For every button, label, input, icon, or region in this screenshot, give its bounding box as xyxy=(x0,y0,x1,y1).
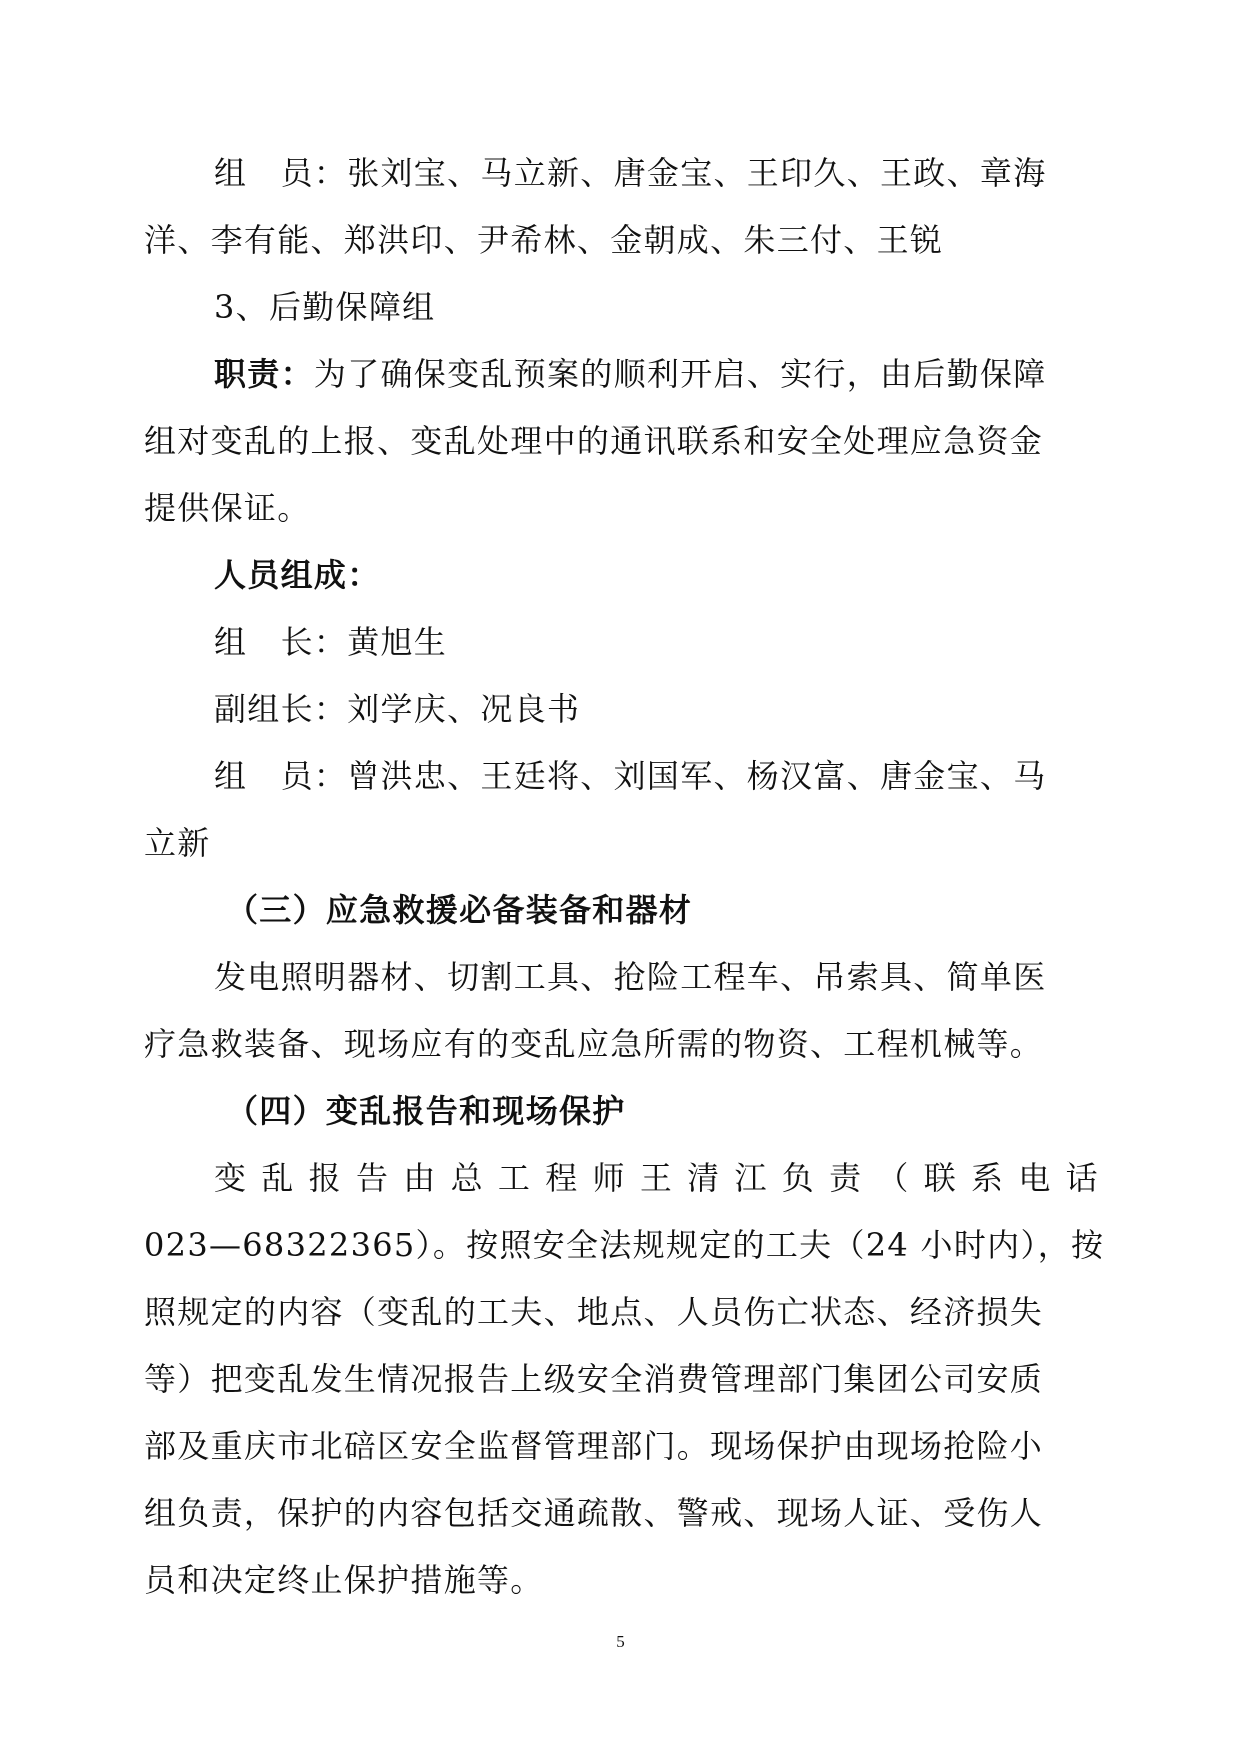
section-heading: 3、后勤保障组 xyxy=(214,288,436,326)
paragraph-line: 组负责，保护的内容包括交通疏散、警戒、现场人证、受伤人 xyxy=(144,1494,1044,1532)
justified-char: 联 xyxy=(923,1159,957,1197)
document-body xyxy=(144,140,1105,1614)
justified-char: 工 xyxy=(497,1159,532,1197)
section-heading: （四）变乱报告和现场保护 xyxy=(226,1092,626,1130)
paragraph-line: 组 员：曾洪忠、王廷将、刘国军、杨汉富、唐金宝、马 xyxy=(214,757,1047,795)
justified-char: 系 xyxy=(971,1159,1005,1197)
paragraph-line: 组 长：黄旭生 xyxy=(214,623,448,661)
paragraph-line: 洋、李有能、郑洪印、尹希林、金朝成、朱三付、王锐 xyxy=(144,221,944,259)
justified-line xyxy=(144,1145,1099,1212)
paragraph-line: 疗急救装备、现场应有的变乱应急所需的物资、工程机械等。 xyxy=(144,1025,1044,1063)
justified-char: 王 xyxy=(639,1159,674,1197)
justified-char: 变 xyxy=(214,1159,248,1197)
justified-char: 话 xyxy=(1065,1159,1099,1197)
paragraph-line: 组 员：张刘宝、马立新、唐金宝、王印久、王政、章海 xyxy=(214,154,1047,192)
justified-char: 清 xyxy=(687,1159,721,1197)
paragraph-line: 员和决定终止保护措施等。 xyxy=(144,1561,544,1599)
justified-char: 师 xyxy=(592,1159,626,1197)
paragraph-line: 组对变乱的上报、变乱处理中的通讯联系和安全处理应急资金 xyxy=(144,422,1044,460)
duty-label: 职责： xyxy=(214,355,314,393)
paragraph-line: 部及重庆市北碚区安全监督管理部门。现场保护由现场抢险小 xyxy=(144,1427,1044,1465)
paragraph-line: 提供保证。 xyxy=(144,489,311,527)
justified-char: 程 xyxy=(545,1159,579,1197)
justified-char: 电 xyxy=(1018,1159,1052,1197)
paragraph-line: 照规定的内容（变乱的工夫、地点、人员伤亡状态、经济损失 xyxy=(144,1293,1044,1331)
paragraph-line xyxy=(144,341,1099,408)
justified-char: 江 xyxy=(734,1159,768,1197)
justified-char: 告 xyxy=(355,1159,390,1197)
duty-text: 为了确保变乱预案的顺利开启、实行，由后勤保障 xyxy=(313,355,1047,393)
justified-char: （ xyxy=(876,1159,910,1197)
page-number: 5 xyxy=(616,1632,625,1651)
justified-char: 负 xyxy=(781,1159,816,1197)
justified-char: 总 xyxy=(450,1159,484,1197)
justified-char: 报 xyxy=(308,1159,342,1197)
justified-char: 由 xyxy=(403,1159,437,1197)
paragraph-line: 副组长：刘学庆、况良书 xyxy=(214,690,581,728)
paragraph-line: 023—68322365）。按照安全法规规定的工夫（24 小时内），按 xyxy=(144,1226,1105,1264)
paragraph-line: 发电照明器材、切割工具、抢险工程车、吊索具、简单医 xyxy=(214,958,1047,996)
paragraph-line: 等）把变乱发生情况报告上级安全消费管理部门集团公司安质 xyxy=(144,1360,1044,1398)
justified-char: 乱 xyxy=(261,1159,295,1197)
section-heading: （三）应急救援必备装备和器材 xyxy=(226,891,693,929)
justified-char: 责 xyxy=(829,1159,863,1197)
members-heading: 人员组成： xyxy=(214,556,381,594)
paragraph-line: 立新 xyxy=(144,824,211,862)
